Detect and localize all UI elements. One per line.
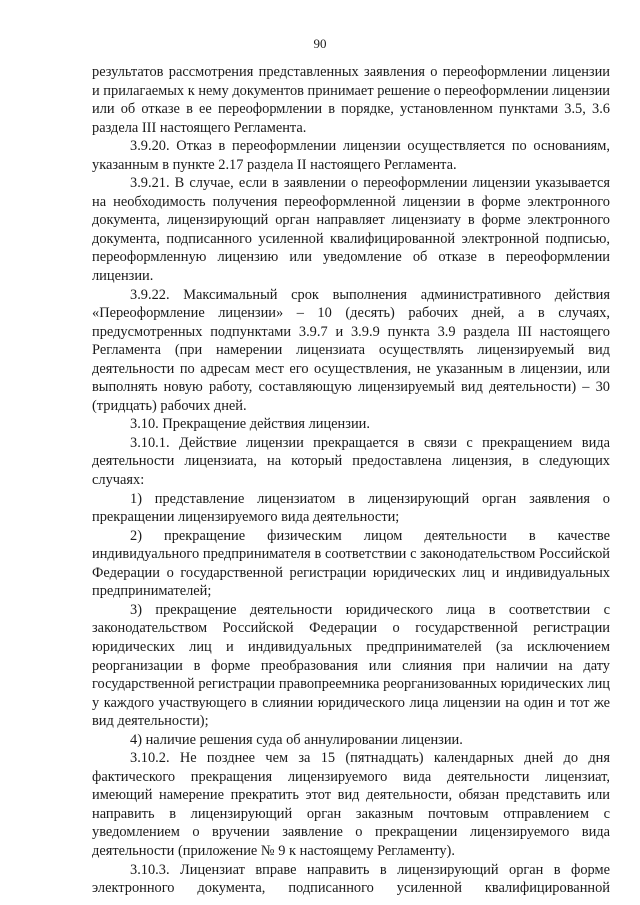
paragraph-3-9-20: 3.9.20. Отказ в переоформлении лицензии осуществляется по основаниям, указанным в пункте 2.17 раздела II настоящего Регламента. — [92, 138, 610, 173]
list-item-2: 2) прекращение физическим лицом деятельности в качестве индивидуального предпринимателя в соответствии с законодательством Российской Федерации о государственной регистрации юридических лиц и индивидуальных предпринимателей; — [92, 527, 610, 600]
paragraph-3-10-3: 3.10.3. Лицензиат вправе направить в лицензирующий орган в форме электронного документа, подписанного усиленной квалифицированной — [92, 861, 610, 897]
document-body — [92, 63, 610, 898]
paragraph-3-10-1: 3.10.1. Действие лицензии прекращается в связи с прекращением вида деятельности лицензиата, на который предоставлена лицензия, в следующих случаях: — [92, 434, 610, 489]
paragraph-3-9-21: 3.9.21. В случае, если в заявлении о переоформлении лицензии указывается на необходимость получения переоформленной лицензии в форме электронного документа, лицензирующий орган направляет лицензиату в форме электронного документа, подписанного усиленной квалифицированной электронной подписью, переоформленную лицензию или уведомление об отказе в переоформлении лицензии. — [92, 175, 610, 285]
paragraph-3-9-22: 3.9.22. Максимальный срок выполнения административного действия «Переоформление лицензии» – 10 (десять) рабочих дней, а в случаях, предусмотренных подпунктами 3.9.7 и 3.9.9 пункта 3.9 раздела III настоящего Регламента (при намерении лицензиата осуществлять лицензируемый вид деятельности по адресам мест его осуществления, не указанным в лицензии, или выполнять новую работу, составляющую лицензируемый вид деятельности) – 30 (тридцать) рабочих дней. — [92, 286, 610, 414]
list-item-1: 1) представление лицензиатом в лицензирующий орган заявления о прекращении лицензируемого вида деятельности; — [92, 490, 610, 526]
paragraph-3-10-2: 3.10.2. Не позднее чем за 15 (пятнадцать) календарных дней до дня фактического прекращения лицензируемого вида деятельности лицензиат, имеющий намерение прекратить этот вид деятельности, обязан представить или направить в лицензирующий орган заказным почтовым отправлением с уведомлением о вручении заявление о прекращении лицензируемого вида деятельности (приложение № 9 к настоящему Регламенту). — [92, 750, 610, 859]
section-heading-3-10: 3.10. Прекращение действия лицензии. — [130, 416, 370, 433]
page-number: 90 — [313, 36, 327, 51]
list-item-4: 4) наличие решения суда об аннулировании лицензии. — [130, 731, 463, 748]
list-item-3: 3) прекращение деятельности юридического лица в соответствии с законодательством Российской Федерации о государственной регистрации юридических лиц и индивидуальных предпринимателей (за исключением реорганизации в форме преобразования или слияния при наличии на дату государственной регистрации правопреемника реорганизованных юридических лиц у каждого участвующего в слиянии юридического лица лицензии на один и тот же вид деятельности); — [92, 601, 610, 730]
paragraph-continuation: результатов рассмотрения представленных заявления о переоформлении лицензии и прилагаемых к нему документов принимает решение о переоформлении лицензии или об отказе в ее переоформлении в порядке, установленном пунктами 3.5, 3.6 раздела III настоящего Регламента. — [92, 64, 610, 136]
